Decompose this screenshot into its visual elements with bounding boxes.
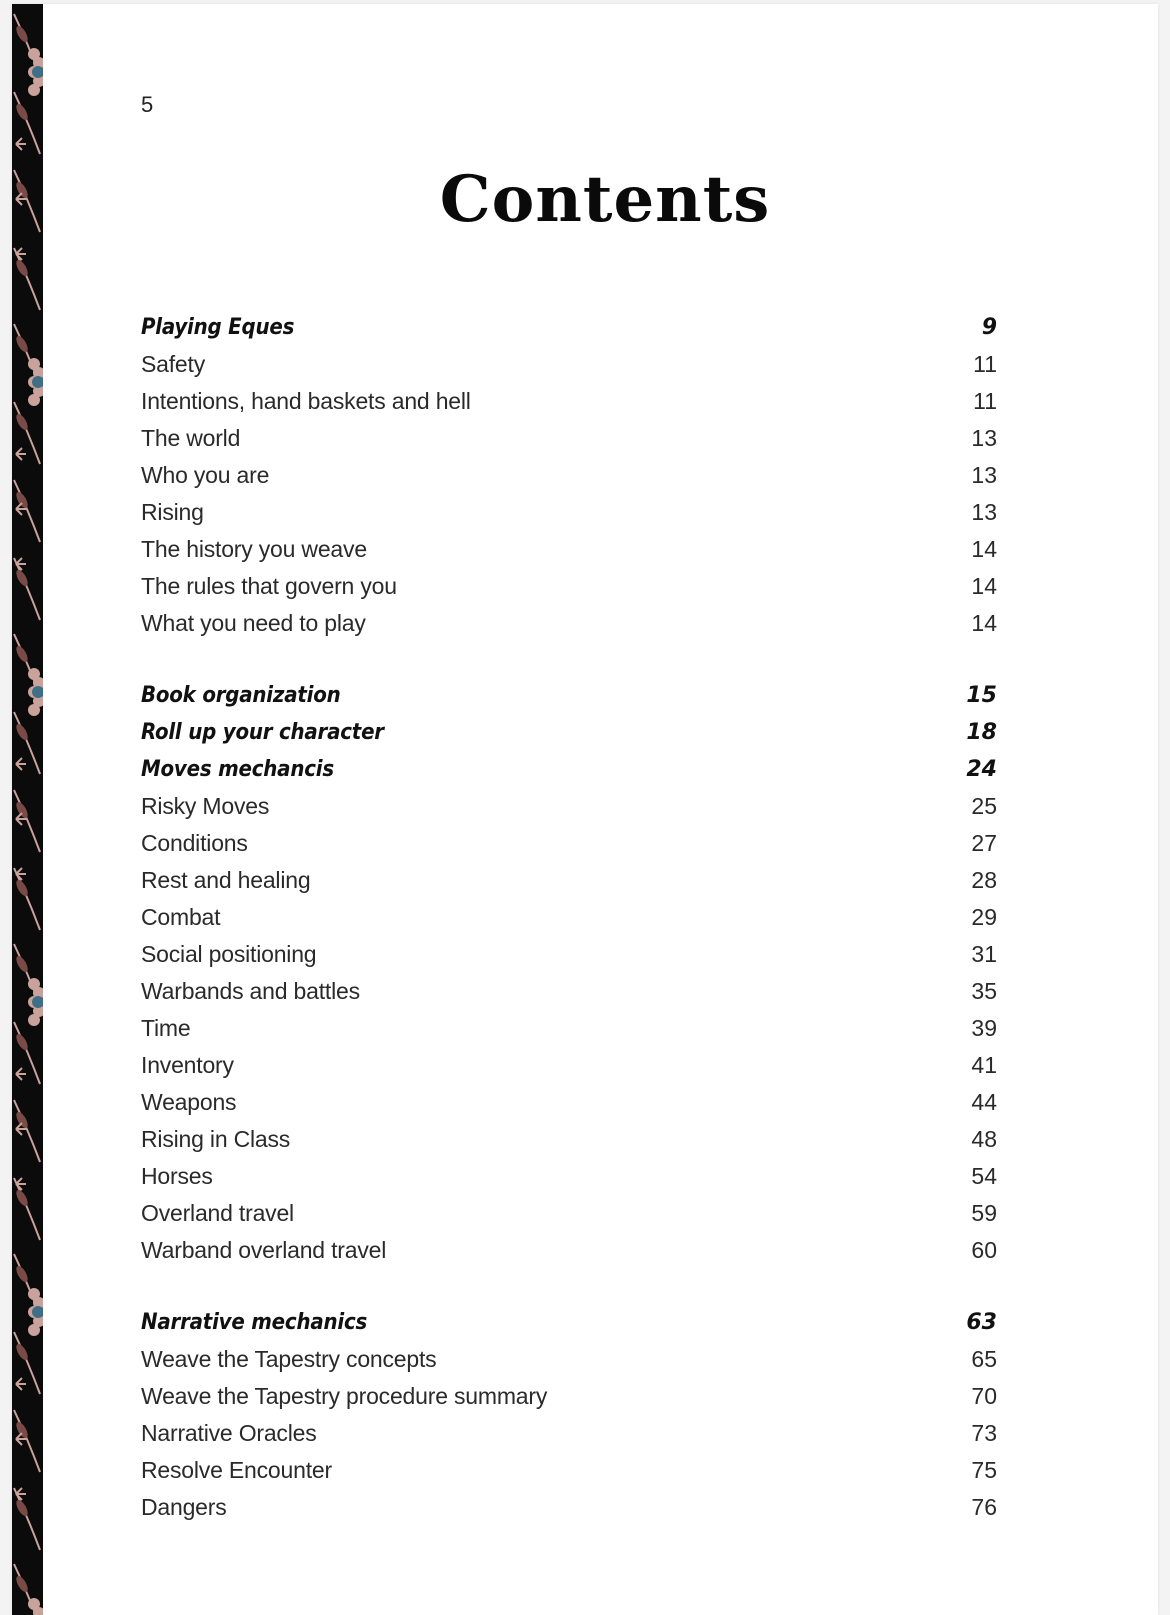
toc-entry-page-number: 11	[973, 388, 997, 414]
toc-entry-page-number: 54	[971, 1163, 997, 1189]
toc-entry-page-number: 13	[971, 462, 997, 488]
toc-entry	[141, 1121, 997, 1158]
floral-ornament-icon	[12, 4, 43, 1615]
toc-entry-page-number: 25	[971, 793, 997, 819]
toc-entry-title: The world	[141, 425, 241, 451]
toc-entry	[141, 1452, 997, 1489]
toc-entry-title: Time	[141, 1015, 191, 1041]
toc-entry	[141, 420, 997, 457]
toc-entry-title: Risky Moves	[141, 793, 270, 819]
toc-entry-page-number: 24	[966, 757, 997, 782]
toc-entry-title: Weave the Tapestry concepts	[141, 1346, 437, 1372]
toc-entry	[141, 1378, 997, 1415]
toc-entry-page-number: 14	[971, 573, 997, 599]
toc-section-entry	[141, 714, 997, 751]
toc-entry	[141, 494, 997, 531]
toc-section-entry	[141, 677, 997, 714]
toc-entry-page-number: 31	[971, 941, 997, 967]
toc-entry-page-number: 75	[971, 1457, 997, 1483]
toc-entry-page-number: 13	[971, 499, 997, 525]
toc-entry-page-number: 39	[971, 1015, 997, 1041]
toc-entry-title: Rising	[141, 499, 204, 525]
toc-entry	[141, 936, 997, 973]
toc-entry-page-number: 13	[971, 425, 997, 451]
toc-entry	[141, 1415, 997, 1452]
toc-entry	[141, 1195, 997, 1232]
toc-entry-page-number: 41	[971, 1052, 997, 1078]
toc-section-entry	[141, 309, 997, 346]
toc-entry-page-number: 14	[971, 610, 997, 636]
toc-entry-title: Narrative mechanics	[141, 1310, 368, 1335]
toc-entry-page-number: 18	[966, 720, 997, 745]
toc-entry	[141, 605, 997, 642]
toc-section-entry	[141, 751, 997, 788]
toc-entry-title: Roll up your character	[141, 720, 384, 745]
toc-entry-title: Who you are	[141, 462, 270, 488]
toc-entry-page-number: 9	[981, 315, 997, 340]
toc-entry-title: The history you weave	[141, 536, 367, 562]
toc-entry-page-number: 35	[971, 978, 997, 1004]
toc-entry-title: Warband overland travel	[141, 1237, 387, 1263]
toc-entry-title: Horses	[141, 1163, 213, 1189]
toc-entry	[141, 346, 997, 383]
toc-entry-title: The rules that govern you	[141, 573, 397, 599]
toc-entry-title: Resolve Encounter	[141, 1457, 332, 1483]
toc-entry-title: What you need to play	[141, 610, 366, 636]
toc-entry-page-number: 48	[971, 1126, 997, 1152]
toc-entry	[141, 1232, 997, 1269]
toc-entry-title: Overland travel	[141, 1200, 294, 1226]
toc-entry-page-number: 70	[971, 1383, 997, 1409]
toc-entry	[141, 973, 997, 1010]
toc-entry-page-number: 60	[971, 1237, 997, 1263]
toc-section-entry	[141, 1304, 997, 1341]
toc-entry-title: Rest and healing	[141, 867, 311, 893]
toc-entry	[141, 862, 997, 899]
toc-entry-title: Inventory	[141, 1052, 234, 1078]
toc-entry	[141, 1341, 997, 1378]
toc-entry	[141, 1047, 997, 1084]
toc-entry-page-number: 59	[971, 1200, 997, 1226]
toc-entry	[141, 568, 997, 605]
toc-entry	[141, 383, 997, 420]
toc-entry-title: Conditions	[141, 830, 248, 856]
toc-entry-title: Intentions, hand baskets and hell	[141, 388, 471, 414]
toc-entry-title: Rising in Class	[141, 1126, 291, 1152]
floral-border	[12, 4, 43, 1615]
toc-entry-page-number: 11	[973, 351, 997, 377]
toc-entry	[141, 1010, 997, 1047]
toc-entry-title: Social positioning	[141, 941, 317, 967]
toc-entry-page-number: 73	[971, 1420, 997, 1446]
toc-entry	[141, 1158, 997, 1195]
toc-entry-page-number: 29	[971, 904, 997, 930]
toc-entry-title: Combat	[141, 904, 221, 930]
toc-entry-title: Book organization	[141, 683, 341, 708]
toc-entry-page-number: 28	[971, 867, 997, 893]
toc-entry-page-number: 76	[971, 1494, 997, 1520]
toc-entry-page-number: 27	[971, 830, 997, 856]
toc-entry	[141, 788, 997, 825]
toc-entry-page-number: 15	[966, 683, 997, 708]
toc-entry	[141, 1084, 997, 1121]
document-page	[12, 4, 1158, 1615]
toc-entry	[141, 531, 997, 568]
toc-entry-title: Weave the Tapestry procedure summary	[141, 1383, 548, 1409]
toc-entry-title: Dangers	[141, 1494, 227, 1520]
toc-entry-title: Playing Eques	[141, 315, 295, 340]
toc-entry	[141, 457, 997, 494]
toc-entry-title: Safety	[141, 351, 206, 377]
toc-entry-title: Weapons	[141, 1089, 237, 1115]
toc-entry-title: Narrative Oracles	[141, 1420, 317, 1446]
toc-entry-page-number: 63	[966, 1310, 997, 1335]
page-number: 5	[141, 92, 154, 117]
page-title: Contents	[439, 162, 771, 237]
toc-entry	[141, 899, 997, 936]
toc-entry	[141, 1489, 997, 1526]
toc-entry-title: Moves mechancis	[141, 757, 334, 782]
table-of-contents	[141, 309, 997, 1526]
toc-entry-title: Warbands and battles	[141, 978, 360, 1004]
toc-entry-page-number: 14	[971, 536, 997, 562]
toc-entry	[141, 825, 997, 862]
toc-entry-page-number: 44	[971, 1089, 997, 1115]
toc-entry-page-number: 65	[971, 1346, 997, 1372]
